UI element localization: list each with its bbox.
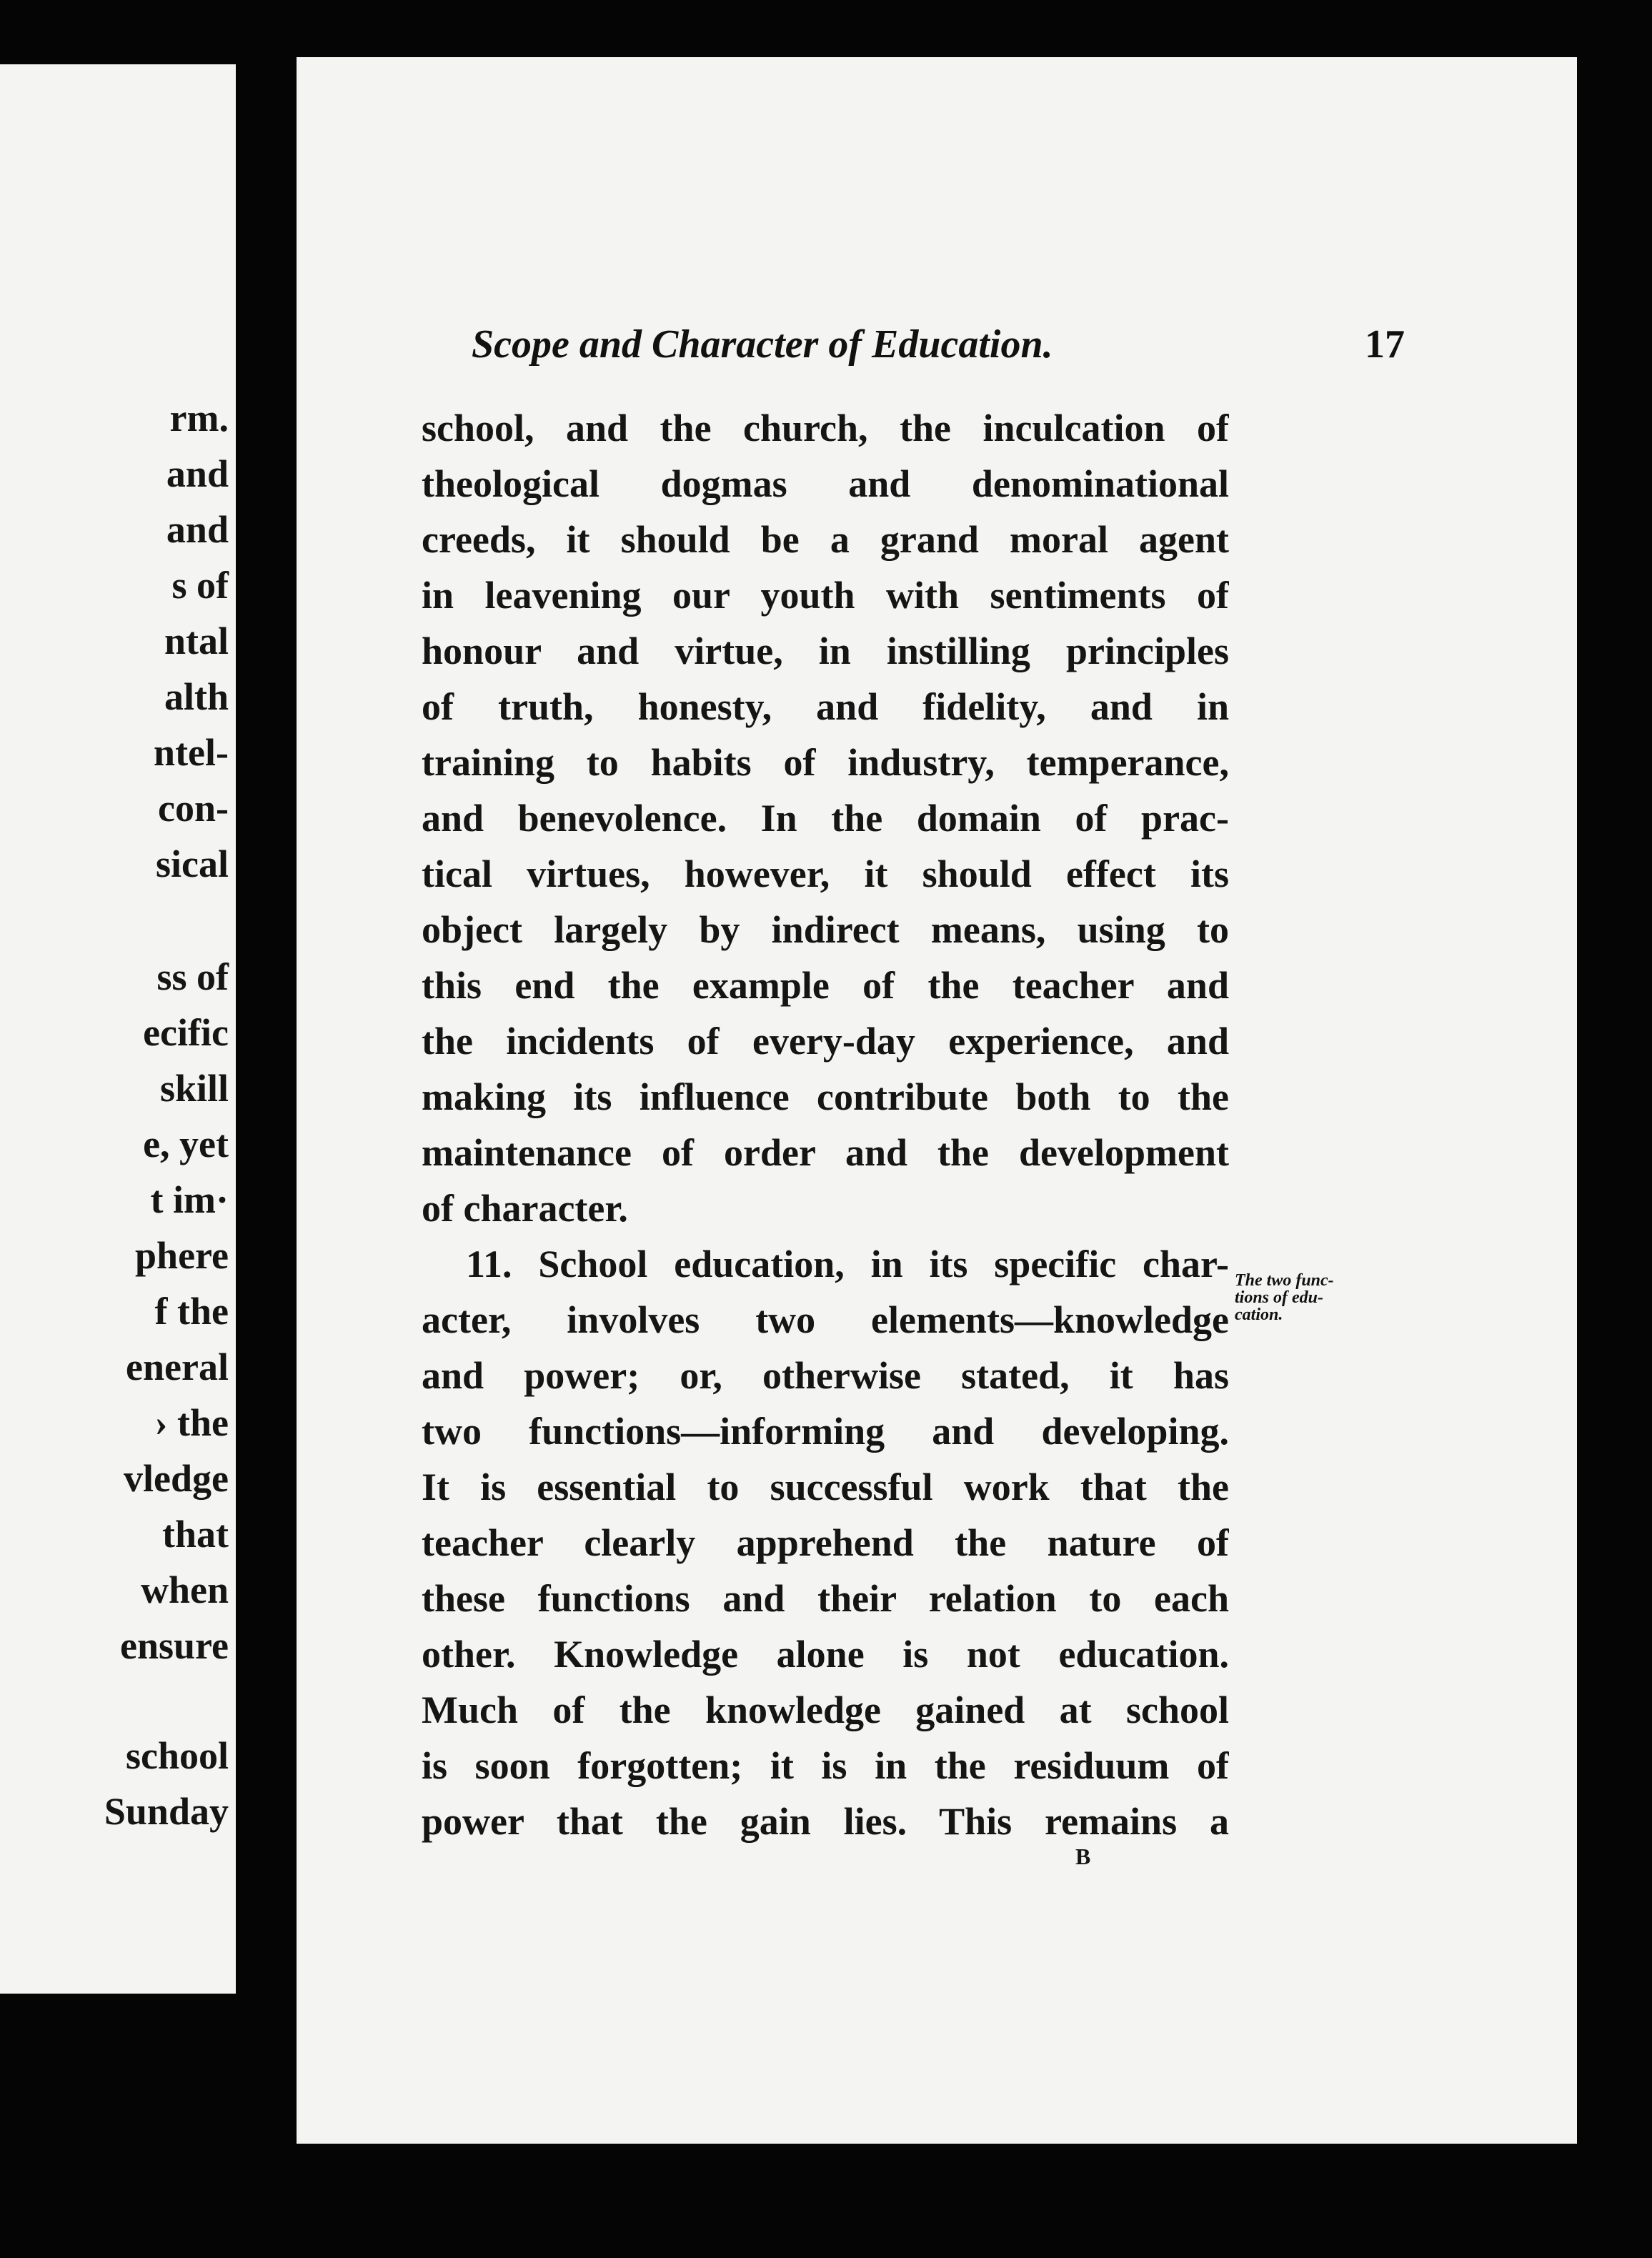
facing-page-text: ss of — [156, 955, 229, 998]
text-line: 11. School education, in its specific char- — [466, 1243, 1229, 1285]
margin-note-line: tions of edu- — [1235, 1288, 1324, 1307]
facing-page-text: and — [166, 508, 229, 551]
text-line: Much of the knowledge gained at school — [422, 1688, 1229, 1731]
facing-page-text: Sunday — [104, 1790, 229, 1833]
text-line: in leavening our youth with sentiments of — [422, 574, 1229, 617]
margin-note-line: cation. — [1235, 1305, 1283, 1324]
text-line: object largely by indirect means, using to — [422, 908, 1229, 951]
body-text — [422, 400, 1229, 1849]
text-line: training to habits of industry, temperance, — [422, 741, 1229, 784]
text-line: this end the example of the teacher and — [422, 964, 1229, 1007]
text-line: theological dogmas and denominational — [422, 462, 1229, 505]
facing-page-fragment — [0, 64, 236, 1994]
text-line: of truth, honesty, and fidelity, and in — [422, 685, 1229, 728]
facing-page-text: school — [125, 1734, 229, 1777]
facing-page-text: that — [162, 1513, 229, 1556]
text-line: and benevolence. In the domain of prac- — [422, 797, 1229, 840]
text-line: tical virtues, however, it should effect its — [422, 852, 1229, 895]
book-page — [297, 57, 1577, 2144]
text-line: the incidents of every-day experience, and — [422, 1020, 1229, 1063]
facing-page-text: ensure — [119, 1624, 229, 1667]
facing-page-text: and — [166, 452, 229, 495]
facing-page-text: vledge — [124, 1457, 229, 1500]
facing-page-text: rm. — [169, 397, 229, 439]
facing-page-text: when — [140, 1568, 229, 1611]
text-line: creeds, it should be a grand moral agent — [422, 518, 1229, 561]
text-line: is soon forgotten; it is in the residuum of — [422, 1744, 1229, 1787]
text-line: other. Knowledge alone is not education. — [422, 1633, 1229, 1676]
text-line: and power; or, otherwise stated, it has — [422, 1354, 1229, 1397]
facing-page-text: phere — [135, 1234, 229, 1277]
facing-page-text: f the — [154, 1290, 229, 1333]
facing-page-text: ecific — [143, 1011, 229, 1054]
facing-page-text: eneral — [126, 1346, 229, 1388]
text-line: maintenance of order and the development — [422, 1131, 1229, 1174]
text-line: acter, involves two elements—knowledge — [422, 1298, 1229, 1341]
facing-page-text: skill — [159, 1067, 229, 1110]
facing-page-text: › the — [154, 1401, 229, 1444]
facing-page-text: e, yet — [143, 1123, 229, 1165]
text-line: teacher clearly apprehend the nature of — [422, 1521, 1229, 1564]
page-number: 17 — [1365, 322, 1405, 367]
facing-page-text: sical — [156, 842, 229, 885]
margin-note — [1235, 1272, 1335, 1323]
text-line: these functions and their relation to each — [422, 1577, 1229, 1620]
facing-page-text: alth — [164, 675, 229, 718]
facing-page-text: s of — [171, 564, 229, 607]
facing-page-text: ntel- — [154, 731, 229, 774]
facing-page-text: t im· — [150, 1178, 229, 1221]
running-head-title: Scope and Character of Education. — [472, 322, 1053, 367]
text-line: It is essential to successful work that the — [422, 1466, 1229, 1508]
text-line: honour and virtue, in instilling principles — [422, 630, 1229, 672]
text-line: two functions—informing and developing. — [422, 1410, 1229, 1453]
margin-note-line: The two func- — [1235, 1271, 1334, 1290]
text-line: of character. — [422, 1187, 628, 1230]
text-line: school, and the church, the inculcation of — [422, 407, 1229, 449]
text-line: making its influence contribute both to the — [422, 1075, 1229, 1118]
signature-mark: B — [1075, 1844, 1091, 1869]
text-line: power that the gain lies. This remains a — [422, 1800, 1229, 1843]
running-head — [472, 322, 1522, 379]
facing-page-text: ntal — [164, 620, 229, 662]
facing-page-text: con- — [158, 787, 229, 830]
